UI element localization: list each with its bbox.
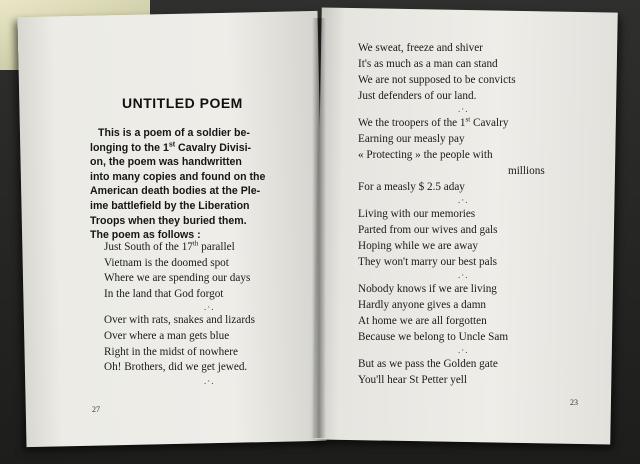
poem-line: Where we are spending our days [104, 272, 251, 285]
poem-line: For a measly $ 2.5 aday [358, 181, 465, 193]
stanza-separator: .·. [204, 375, 215, 386]
intro-line: on, the poem was handwritten [90, 156, 242, 169]
poem-line: We the troopers of the 1st Cavalry [358, 115, 509, 129]
stanza-separator: .·. [204, 302, 215, 313]
intro-line: American death bodies at the Ple- [90, 185, 261, 198]
poem-line: We sweat, freeze and shiver [358, 42, 483, 54]
intro-line: Troops when they buried them. [90, 214, 247, 227]
intro-line: longing to the 1st Cavalry Divisi- [90, 141, 252, 154]
stanza-separator: .·. [458, 104, 469, 114]
left-page-number: 27 [92, 405, 100, 414]
poem-line: Earning our measly pay [358, 133, 465, 145]
poem-line: Because we belong to Uncle Sam [358, 331, 509, 343]
poem-line: Hoping while we are away [358, 240, 478, 252]
stanza-separator: .·. [458, 195, 469, 205]
intro-line: This is a poem of a soldier be- [98, 127, 250, 139]
intro-line: ime battlefield by the Liberation [90, 199, 250, 212]
poem-line: Just South of the 17th parallel [104, 239, 235, 253]
stanza-separator: .·. [458, 345, 469, 355]
poem-line: Over with rats, snakes and lizards [104, 314, 255, 327]
poem-line: Right in the midst of nowhere [104, 345, 238, 358]
poem-line: Hardly anyone gives a damn [358, 299, 486, 311]
right-page-number: 23 [570, 398, 578, 407]
poem-line: Nobody knows if we are living [358, 283, 497, 295]
intro-line: into many copies and found on the [90, 170, 266, 183]
poem-line: You'll hear St Petter yell [358, 374, 468, 386]
poem-heading: UNTITLED POEM [122, 95, 243, 111]
intro-line: The poem as follows : [90, 229, 201, 242]
poem-line: Over where a man gets blue [104, 329, 230, 342]
poem-line: « Protecting » the people with [358, 149, 493, 161]
stanza-separator: .·. [458, 270, 469, 280]
poem-line: We are not supposed to be convicts [358, 74, 516, 86]
poem-line: In the land that God forgot [104, 287, 224, 300]
intro-paragraph [90, 126, 315, 243]
poem-line: But as we pass the Golden gate [358, 358, 498, 370]
poem-line-continuation: millions [508, 165, 545, 177]
poem-line: Living with our memories [358, 208, 476, 220]
poem-line: It's as much as a man can stand [358, 58, 498, 70]
poem-line: They won't marry our best pals [358, 256, 498, 268]
poem-line: Just defenders of our land. [358, 90, 477, 102]
poem-line: Parted from our wives and gals [358, 224, 498, 236]
poem-left-column [104, 240, 255, 387]
poem-right-column [358, 40, 545, 388]
poem-line: Oh! Brothers, did we get jewed. [104, 361, 248, 374]
poem-line: At home we are all forgotten [358, 315, 487, 327]
poem-line: Vietnam is the doomed spot [104, 256, 229, 269]
